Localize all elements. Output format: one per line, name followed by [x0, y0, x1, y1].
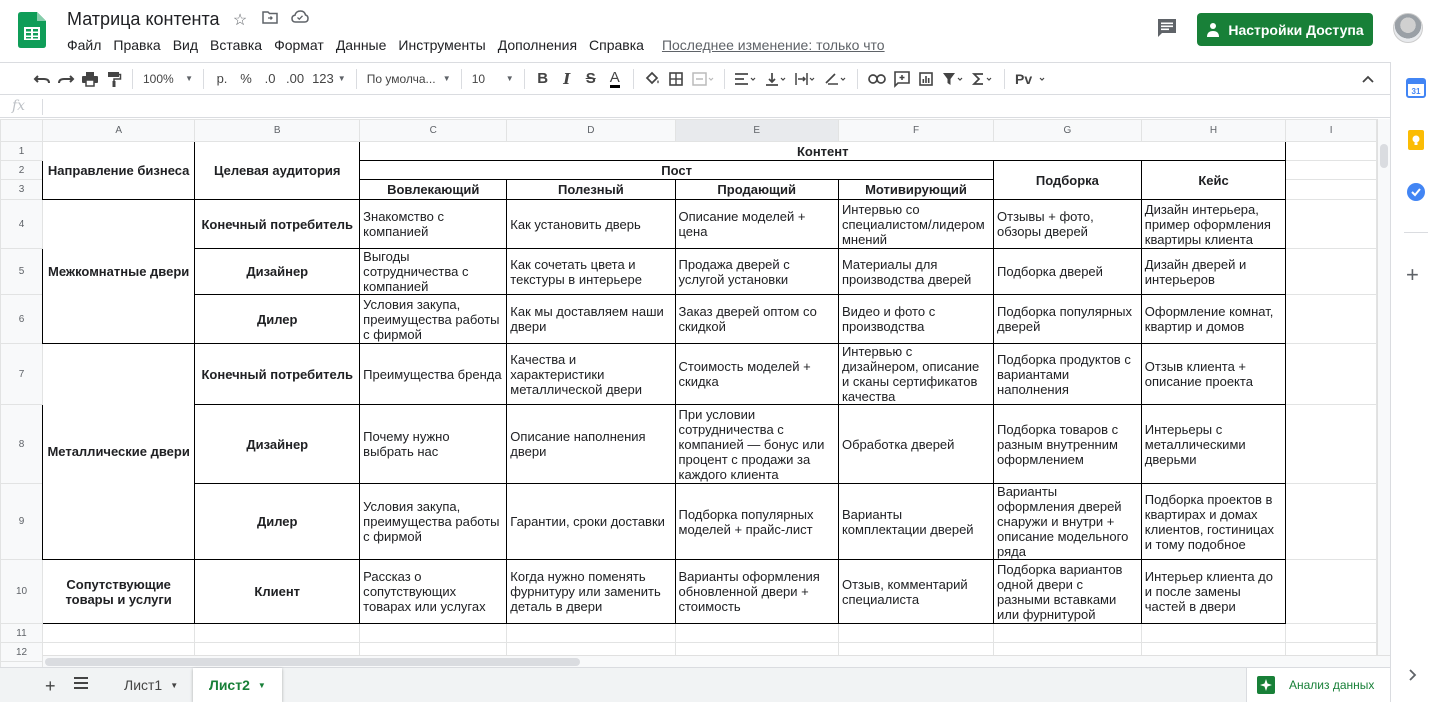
- cell-empty[interactable]: [43, 624, 195, 643]
- cell-content-header[interactable]: Контент: [360, 142, 1286, 161]
- cell-selling[interactable]: Продажа дверей с услугой установки: [675, 249, 838, 295]
- chevron-down-icon[interactable]: ▼: [257, 680, 266, 690]
- italic-button[interactable]: [555, 66, 579, 92]
- insert-chart-icon[interactable]: [914, 66, 938, 92]
- cell-case-header[interactable]: Кейс: [1141, 161, 1285, 200]
- menu-bar: [61, 36, 891, 54]
- strikethrough-icon: S: [585, 70, 596, 87]
- borders-icon[interactable]: [664, 66, 688, 92]
- menu-addons[interactable]: Дополнения: [497, 37, 578, 53]
- cell-selling[interactable]: Заказ дверей оптом со скидкой: [675, 295, 838, 344]
- spreadsheet-grid[interactable]: [0, 119, 1377, 658]
- cell-audience[interactable]: Дизайнер: [195, 405, 360, 484]
- toolbar-divider: [1004, 69, 1005, 89]
- column-header-g[interactable]: G: [994, 120, 1142, 142]
- column-header-d[interactable]: D: [507, 120, 675, 142]
- cell-empty[interactable]: [1286, 405, 1377, 484]
- column-header-b[interactable]: B: [195, 120, 360, 142]
- insert-link-icon[interactable]: [864, 66, 890, 92]
- paint-format-icon[interactable]: [102, 66, 126, 92]
- cell-selection[interactable]: Варианты оформления дверей снаружи и внутри + описание модельного ряда: [994, 484, 1142, 560]
- font-value: По умолча...: [366, 71, 436, 86]
- cell-case[interactable]: Оформление комнат, квартир и домов: [1141, 295, 1285, 344]
- row-header[interactable]: 6: [1, 295, 43, 344]
- cell-selection[interactable]: Подборка дверей: [994, 249, 1142, 295]
- fill-color-icon[interactable]: [640, 66, 664, 92]
- merge-cells-icon[interactable]: [688, 66, 718, 92]
- sheet-tab-2[interactable]: [193, 668, 282, 702]
- star-icon[interactable]: ☆: [232, 12, 248, 29]
- explore-label: Анализ данных: [1289, 678, 1375, 692]
- share-button-label: Настройки Доступа: [1228, 21, 1364, 38]
- cell-motivating-header[interactable]: Мотивирующий: [838, 180, 993, 200]
- sheet-table: [0, 119, 1377, 700]
- row-header[interactable]: 1: [1, 142, 43, 161]
- table-row: [1, 200, 1377, 249]
- cell-audience[interactable]: Конечный потребитель: [195, 200, 360, 249]
- text-wrap-icon[interactable]: [791, 66, 821, 92]
- sheet-tab-label: Лист2: [209, 677, 250, 693]
- formula-bar[interactable]: [0, 96, 1390, 118]
- column-header-a[interactable]: A: [43, 120, 195, 142]
- cell-empty[interactable]: [1286, 249, 1377, 295]
- cell-audience[interactable]: Конечный потребитель: [195, 344, 360, 405]
- toolbar-divider: [356, 69, 357, 89]
- cell-audience[interactable]: Дилер: [195, 295, 360, 344]
- chevron-right-icon[interactable]: [1409, 668, 1417, 684]
- font-size-value: 10: [471, 71, 486, 86]
- cell-case[interactable]: Дизайн дверей и интерьеров: [1141, 249, 1285, 295]
- zoom-select[interactable]: [139, 66, 197, 92]
- horizontal-align-icon[interactable]: [731, 66, 761, 92]
- cell-useful[interactable]: Как мы доставляем наши двери: [507, 295, 675, 344]
- header: [0, 0, 1390, 62]
- cell-useful[interactable]: Как установить дверь: [507, 200, 675, 249]
- row-header[interactable]: 7: [1, 344, 43, 405]
- table-row: [1, 249, 1377, 295]
- keep-icon[interactable]: [1406, 130, 1426, 150]
- menu-tools[interactable]: Инструменты: [398, 37, 486, 53]
- cell-case[interactable]: Отзыв клиента + описание проекта: [1141, 344, 1285, 405]
- cell-selling[interactable]: Описание моделей + цена: [675, 200, 838, 249]
- cell-engaging[interactable]: Условия закупа, преимущества работы с фирмой: [360, 484, 507, 560]
- row-header[interactable]: 10: [1, 560, 43, 624]
- filter-icon[interactable]: [938, 66, 968, 92]
- cell-business[interactable]: Сопутствующие товары и услуги: [43, 560, 195, 624]
- menu-data[interactable]: Данные: [335, 37, 387, 53]
- cell-case[interactable]: Интерьеры с металлическими дверьми: [1141, 405, 1285, 484]
- font-size-select[interactable]: [468, 66, 518, 92]
- cell-audience[interactable]: Дизайнер: [195, 249, 360, 295]
- text-rotation-icon[interactable]: [821, 66, 851, 92]
- cell-business-header[interactable]: Направление бизнеса: [43, 142, 195, 200]
- cell-audience-header[interactable]: Целевая аудитория: [195, 142, 360, 200]
- strikethrough-button[interactable]: [579, 66, 603, 92]
- currency-format-button[interactable]: р.: [216, 71, 228, 86]
- explore-icon: [1257, 676, 1275, 694]
- redo-icon[interactable]: [54, 66, 78, 92]
- avatar[interactable]: [1393, 13, 1423, 43]
- menu-help[interactable]: Справка: [589, 37, 644, 53]
- collapse-toolbar-icon[interactable]: [1362, 70, 1374, 86]
- cell-empty[interactable]: [1286, 142, 1377, 161]
- horizontal-scrollbar[interactable]: [43, 655, 1390, 667]
- cell-motivating[interactable]: Интервью с дизайнером, описание и сканы сертификатов качества: [838, 344, 993, 405]
- table-row: [1, 624, 1377, 643]
- cell-business[interactable]: Межкомнатные двери: [43, 200, 195, 344]
- font-select[interactable]: [363, 66, 455, 92]
- toolbar-divider: [461, 69, 462, 89]
- column-header-e[interactable]: E: [675, 120, 838, 142]
- formula-divider: [42, 99, 43, 115]
- toolbar-divider: [524, 69, 525, 89]
- cell-motivating[interactable]: Отзыв, комментарий специалиста: [838, 560, 993, 624]
- column-header-h[interactable]: H: [1141, 120, 1285, 142]
- side-panel-divider: [1404, 232, 1428, 233]
- menu-format[interactable]: Формат: [274, 37, 324, 53]
- row-header[interactable]: 5: [1, 249, 43, 295]
- cell-empty[interactable]: [195, 624, 360, 643]
- last-edit-link[interactable]: Последнее изменение: только что: [661, 37, 885, 53]
- bold-button[interactable]: [531, 66, 555, 92]
- select-all-corner[interactable]: [1, 120, 43, 142]
- cell-engaging-header[interactable]: Вовлекающий: [360, 180, 507, 200]
- toolbar-divider: [633, 69, 634, 89]
- add-sheet-icon[interactable]: +: [45, 676, 56, 696]
- toolbar-divider: [203, 69, 204, 89]
- sheet-tab-bar: [0, 667, 1390, 702]
- cell-audience[interactable]: Клиент: [195, 560, 360, 624]
- row-header[interactable]: 2: [1, 161, 43, 180]
- side-panel: [1390, 62, 1440, 702]
- cell-empty[interactable]: [1286, 484, 1377, 560]
- lock-person-icon: [1206, 22, 1220, 38]
- fx-icon: fx: [12, 98, 26, 114]
- cell-post-header[interactable]: Пост: [360, 161, 994, 180]
- calendar-icon[interactable]: [1406, 78, 1426, 98]
- column-header-i[interactable]: I: [1286, 120, 1377, 142]
- cell-empty[interactable]: [1141, 624, 1285, 643]
- cell-selling-header[interactable]: Продающий: [675, 180, 838, 200]
- cell-empty[interactable]: [1286, 180, 1377, 200]
- more-formats-label: 123: [312, 71, 334, 86]
- cell-useful[interactable]: Как сочетать цвета и текстуры в интерьере: [507, 249, 675, 295]
- cell-engaging[interactable]: Рассказ о сопутствующих товарах или услугах: [360, 560, 507, 624]
- cell-motivating[interactable]: Варианты комплектации дверей: [838, 484, 993, 560]
- row-header[interactable]: 8: [1, 405, 43, 484]
- cell-selection[interactable]: Подборка товаров с разным внутренним оформлением: [994, 405, 1142, 484]
- row-header[interactable]: 9: [1, 484, 43, 560]
- zoom-value: 100%: [143, 71, 174, 86]
- cell-selling[interactable]: Варианты оформления обновленной двери + стоимость: [675, 560, 838, 624]
- cell-useful[interactable]: Описание наполнения двери: [507, 405, 675, 484]
- cell-empty[interactable]: [1286, 161, 1377, 180]
- functions-icon[interactable]: [968, 66, 998, 92]
- cell-useful-header[interactable]: Полезный: [507, 180, 675, 200]
- cell-empty[interactable]: [1286, 560, 1377, 624]
- cell-selling[interactable]: Стоимость моделей + скидка: [675, 344, 838, 405]
- cell-audience[interactable]: Дилер: [195, 484, 360, 560]
- print-icon[interactable]: [78, 66, 102, 92]
- explore-button[interactable]: [1246, 668, 1390, 702]
- cell-selection[interactable]: Подборка вариантов одной двери с разными вставками или фурнитурой: [994, 560, 1142, 624]
- cell-useful[interactable]: Качества и характеристики металлической двери: [507, 344, 675, 405]
- sheet-tab-label: Лист1: [124, 677, 163, 693]
- cell-selection[interactable]: Подборка популярных дверей: [994, 295, 1142, 344]
- menu-edit[interactable]: Правка: [113, 37, 161, 53]
- toolbar-divider: [132, 69, 133, 89]
- table-row: [1, 405, 1377, 484]
- cell-empty[interactable]: [994, 624, 1142, 643]
- cell-useful[interactable]: Когда нужно поменять фурнитуру или заменить деталь в двери: [507, 560, 675, 624]
- cell-empty[interactable]: [1286, 624, 1377, 643]
- toolbar-divider: [724, 69, 725, 89]
- cell-selling[interactable]: При условии сотрудничества с компанией — бонус или процент с продажи за каждого клиента: [675, 405, 838, 484]
- chevron-down-icon: ▼: [505, 74, 514, 83]
- increase-decimals-button[interactable]: .00: [286, 71, 305, 86]
- cell-motivating[interactable]: Интервью со специалистом/лидером мнений: [838, 200, 993, 249]
- cell-empty[interactable]: [360, 624, 507, 643]
- chevron-down-icon[interactable]: ▼: [170, 680, 179, 690]
- toolbar-divider: [857, 69, 858, 89]
- table-row: [1, 560, 1377, 624]
- cell-business[interactable]: Металлические двери: [43, 344, 195, 560]
- move-folder-icon[interactable]: [261, 10, 279, 30]
- cell-engaging[interactable]: Почему нужно выбрать нас: [360, 405, 507, 484]
- insert-comment-icon[interactable]: [890, 66, 914, 92]
- vertical-scrollbar[interactable]: [1377, 119, 1390, 655]
- column-header-row: [1, 120, 1377, 142]
- svg-text:Pv: Pv: [1014, 70, 1032, 87]
- toolbar: [0, 62, 1390, 95]
- cell-selection[interactable]: Подборка продуктов с вариантами наполнения: [994, 344, 1142, 405]
- decrease-decimals-button[interactable]: .0: [264, 71, 276, 86]
- chevron-down-icon: ▼: [337, 74, 346, 83]
- cell-engaging[interactable]: Выгоды сотрудничества с компанией: [360, 249, 507, 295]
- table-row: [1, 344, 1377, 405]
- table-row: [1, 295, 1377, 344]
- cell-motivating[interactable]: Обработка дверей: [838, 405, 993, 484]
- text-color-button[interactable]: [603, 66, 627, 92]
- cell-motivating[interactable]: Видео и фото с производства: [838, 295, 993, 344]
- document-title[interactable]: Матрица контента: [67, 9, 220, 29]
- cell-empty[interactable]: [1286, 200, 1377, 249]
- cell-empty[interactable]: [1286, 295, 1377, 344]
- all-sheets-icon[interactable]: [74, 676, 88, 693]
- cell-empty[interactable]: [507, 624, 675, 643]
- cell-case[interactable]: Интерьер клиента до и после замены частей в двери: [1141, 560, 1285, 624]
- italic-icon: I: [563, 69, 571, 88]
- menu-insert[interactable]: Вставка: [210, 37, 263, 53]
- undo-icon[interactable]: [30, 66, 54, 92]
- text-color-icon: A: [609, 68, 620, 86]
- cell-engaging[interactable]: Преимущества бренда: [360, 344, 507, 405]
- percent-format-button[interactable]: %: [240, 71, 252, 86]
- column-header-c[interactable]: C: [360, 120, 507, 142]
- bold-icon: B: [537, 70, 549, 87]
- menu-view[interactable]: Вид: [172, 37, 199, 53]
- share-button[interactable]: [1197, 13, 1373, 46]
- cell-case[interactable]: Подборка проектов в квартирах и домах клиентов, гостиницах и тому подобное: [1141, 484, 1285, 560]
- cell-selection[interactable]: Отзывы + фото, обзоры дверей: [994, 200, 1142, 249]
- cell-empty[interactable]: [675, 624, 838, 643]
- vertical-align-icon[interactable]: [761, 66, 791, 92]
- row-header[interactable]: 11: [1, 624, 43, 643]
- row-header[interactable]: 3: [1, 180, 43, 200]
- cell-case[interactable]: Дизайн интерьера, пример оформления квартиры клиента: [1141, 200, 1285, 249]
- column-header-f[interactable]: F: [838, 120, 993, 142]
- cell-engaging[interactable]: Условия закупа, преимущества работы с фирмой: [360, 295, 507, 344]
- cell-empty[interactable]: [838, 624, 993, 643]
- vertical-scroll-thumb[interactable]: [1380, 144, 1388, 168]
- title-icons: [231, 10, 309, 30]
- cell-engaging[interactable]: Знакомство с компанией: [360, 200, 507, 249]
- comments-icon[interactable]: [1156, 18, 1178, 38]
- table-row: [1, 484, 1377, 560]
- cloud-status-icon[interactable]: [291, 10, 309, 30]
- cell-motivating[interactable]: Материалы для производства дверей: [838, 249, 993, 295]
- cell-empty[interactable]: [1286, 344, 1377, 405]
- table-row: [1, 142, 1377, 161]
- row-header[interactable]: 12: [1, 643, 43, 662]
- sheet-tab-1[interactable]: [108, 668, 194, 702]
- chevron-down-icon: ▼: [442, 74, 451, 83]
- tasks-icon[interactable]: [1406, 182, 1426, 202]
- cell-selection-header[interactable]: Подборка: [994, 161, 1142, 200]
- sheets-logo-icon[interactable]: [18, 12, 46, 48]
- svg-text:31: 31: [1411, 87, 1421, 96]
- add-addon-icon[interactable]: +: [1406, 262, 1419, 287]
- cell-selling[interactable]: Подборка популярных моделей + прайс-лист: [675, 484, 838, 560]
- chevron-down-icon: ▼: [185, 74, 193, 83]
- cell-useful[interactable]: Гарантии, сроки доставки: [507, 484, 675, 560]
- input-tools-icon[interactable]: [1011, 66, 1051, 92]
- more-formats-button[interactable]: [308, 66, 350, 92]
- horizontal-scroll-thumb[interactable]: [45, 658, 580, 666]
- row-header[interactable]: 4: [1, 200, 43, 249]
- menu-file[interactable]: Файл: [67, 37, 102, 53]
